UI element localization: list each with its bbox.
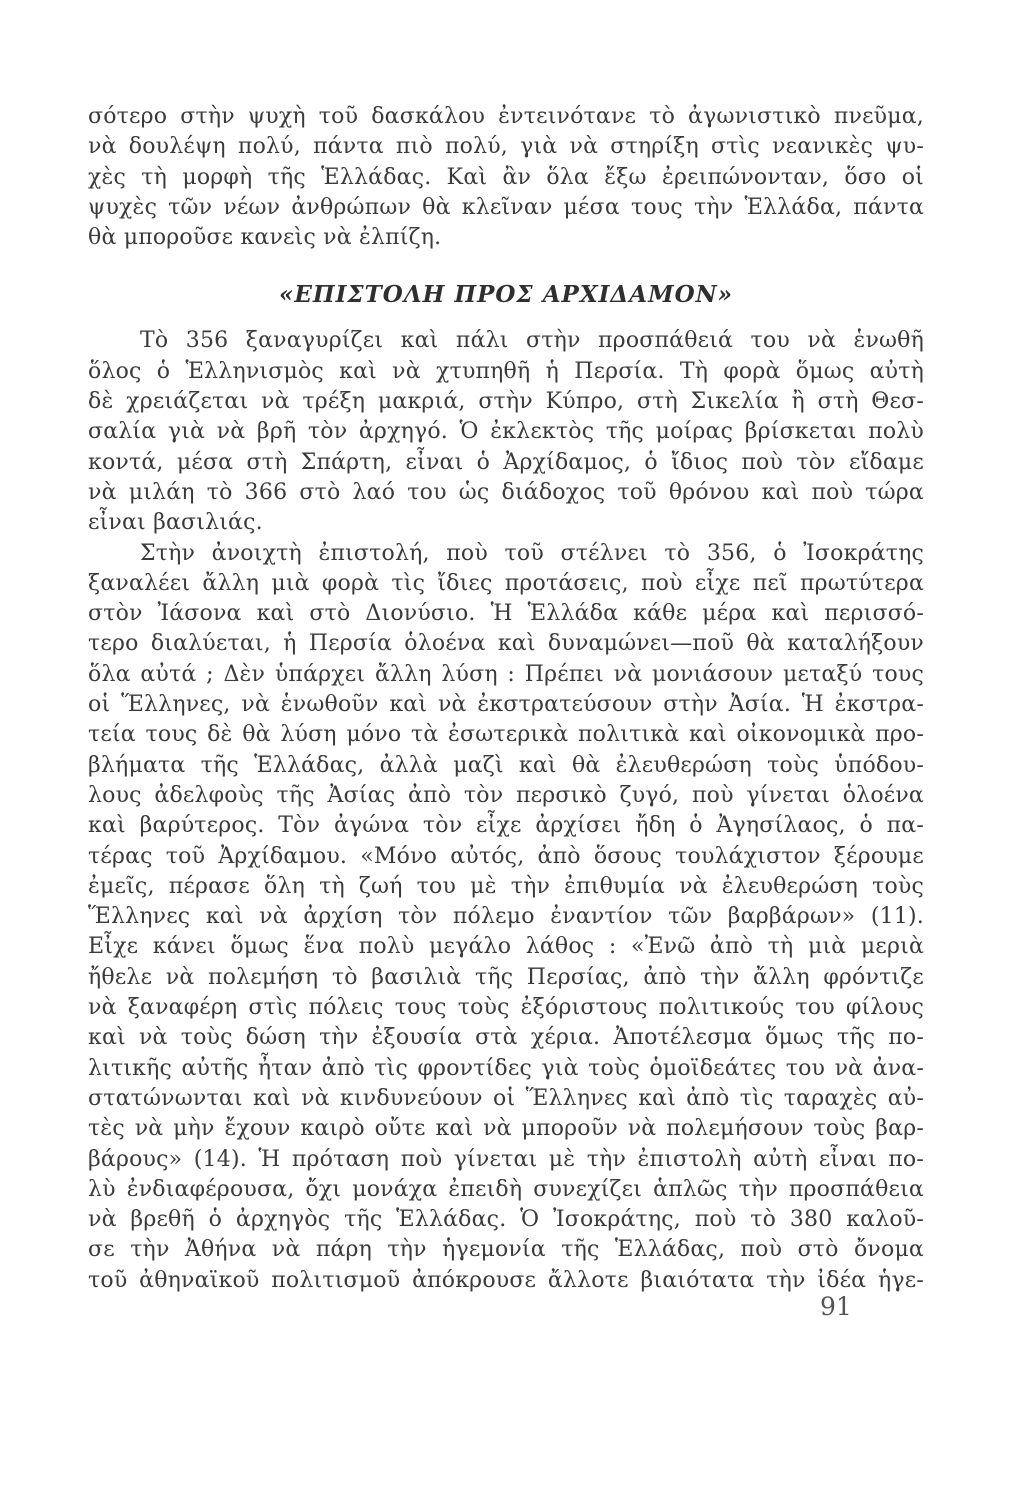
text-line: τοῦ ἀθηναϊκοῦ πολιτισμοῦ ἀπόκρουσε ἄλλοτε βιαιότατα τὴν ἰδέα ἡγε- [88,1267,924,1293]
text-line: εἶναι βασιλιάς. [88,510,263,536]
paragraph-continued [88,102,924,253]
text-line: σότερο στὴν ψυχὴ τοῦ δασκάλου ἐντεινότανε τὸ ἀγωνιστικὸ πνεῦμα, [88,104,924,129]
text-line: ὅλος ὁ Ἑλληνισμὸς καὶ νὰ χτυπηθῆ ἡ Περσία. Τὴ φορὰ ὅμως αὐτὴ [88,358,924,384]
text-line: Στὴν ἀνοιχτὴ ἐπιστολή, ποὺ τοῦ στέλνει τὸ 356, ὁ Ἰσοκράτης [140,540,924,566]
section-heading: «ΕΠΙΣΤΟΛΗ ΠΡΟΣ ΑΡΧΙΔΑΜΟΝ» [278,281,734,309]
text-line: λους ἀδελφοὺς τῆς Ἀσίας ἀπὸ τὸν περσικὸ ζυγό, ποὺ γίνεται ὁλοένα [88,782,924,808]
text-line: βάρους» (14). Ἡ πρόταση ποὺ γίνεται μὲ τὴν ἐπιστολὴ αὐτὴ εἶναι πο- [88,1146,924,1172]
text-line: τεία τους δὲ θὰ λύση μόνο τὰ ἐσωτερικὰ πολιτικὰ καὶ οἰκονομικὰ προ- [88,722,924,748]
text-line: Ἕλληνες καὶ νὰ ἀρχίση τὸν πόλεμο ἐναντίον τῶν βαρβάρων» (11). [88,904,924,930]
text-line: χὲς τὴ μορφὴ τῆς Ἑλλάδας. Καὶ ἂν ὅλα ἔξω ἐρειπώνονταν, ὅσο οἱ [88,164,924,190]
text-line: καὶ νὰ τοὺς δώση τὴν ἐξουσία στὰ χέρια. Ἀποτέλεσμα ὅμως τῆς πο- [88,1025,924,1051]
text-line: τέρας τοῦ Ἀρχίδαμου. «Μόνο αὐτός, ἀπὸ ὅσους τουλάχιστον ξέρουμε [88,843,924,869]
text-line: στὸν Ἰάσονα καὶ στὸ Διονύσιο. Ἡ Ἑλλάδα κάθε μέρα καὶ περισσό- [88,601,924,627]
text-line: ὅλα αὐτά ; Δὲν ὑπάρχει ἄλλη λύση : Πρέπει νὰ μονιάσουν μεταξύ τους [88,661,924,687]
text-line: καὶ βαρύτερος. Τὸν ἀγώνα τὸν εἶχε ἀρχίσει ἤδη ὁ Ἀγησίλαος, ὁ πα- [88,813,924,839]
text-line: θὰ μποροῦσε κανεὶς νὰ ἐλπίζη. [88,225,442,251]
text-line: νὰ μιλάη τὸ 366 στὸ λαό του ὡς διάδοχος τοῦ θρόνου καὶ ποὺ τώρα [88,479,924,505]
text-line: ψυχὲς τῶν νέων ἀνθρώπων θὰ κλεῖναν μέσα τους τὴν Ἑλλάδα, πάντα [88,194,924,220]
text-line: Εἶχε κάνει ὅμως ἕνα πολὺ μεγάλο λάθος : «Ἐνῶ ἀπὸ τὴ μιὰ μεριὰ [88,934,924,960]
paragraph-356 [88,326,924,538]
text-line: οἱ Ἕλληνες, νὰ ἑνωθοῦν καὶ νὰ ἐκστρατεύσουν στὴν Ἀσία. Ἡ ἐκστρα- [88,692,924,718]
text-line: νὰ ξαναφέρη στὶς πόλεις τους τοὺς ἐξόριστους πολιτικούς του φίλους [88,995,924,1021]
text-line: ξαναλέει ἄλλη μιὰ φορὰ τὶς ἴδιες προτάσεις, ποὺ εἶχε πεῖ πρωτύτερα [88,570,924,596]
text-line: δὲ χρειάζεται νὰ τρέξη μακριά, στὴν Κύπρο, στὴ Σικελία ἢ στὴ Θεσ- [88,389,924,415]
text-line: νὰ δουλέψη πολύ, πάντα πιὸ πολύ, γιὰ νὰ στηρίξη στὶς νεανικὲς ψυ- [88,134,924,160]
text-line: ἤθελε νὰ πολεμήση τὸ βασιλιὰ τῆς Περσίας, ἀπὸ τὴν ἄλλη φρόντιζε [88,964,924,990]
text-line: βλήματα τῆς Ἑλλάδας, ἀλλὰ μαζὶ καὶ θὰ ἐλευθερώση τοὺς ὑπόδου- [88,752,924,778]
paragraph-open-letter [88,539,924,1296]
text-line: λὺ ἐνδιαφέρουσα, ὄχι μονάχα ἐπειδὴ συνεχίζει ἁπλῶς τὴν προσπάθεια [88,1176,924,1202]
body-text [88,102,924,1296]
text-line: νὰ βρεθῆ ὁ ἀρχηγὸς τῆς Ἑλλάδας. Ὁ Ἰσοκράτης, ποὺ τὸ 380 καλοῦ- [88,1207,924,1233]
text-line: σαλία γιὰ νὰ βρῆ τὸν ἀρχηγό. Ὁ ἐκλεκτὸς τῆς μοίρας βρίσκεται πολὺ [88,419,924,445]
text-line: λιτικῆς αὐτῆς ἦταν ἀπὸ τὶς φροντίδες γιὰ τοὺς ὁμοϊδεάτες του νὰ ἀνα- [88,1055,924,1081]
text-line: ἐμεῖς, πέρασε ὅλη τὴ ζωή του μὲ τὴν ἐπιθυμία νὰ ἐλευθερώση τοὺς [88,873,924,899]
page-number: 91 [820,1292,852,1321]
text-line: Τὸ 356 ξαναγυρίζει καὶ πάλι στὴν προσπάθειά του νὰ ἑνωθῆ [140,328,924,354]
text-line: στατώνωνται καὶ νὰ κινδυνεύουν οἱ Ἕλληνες καὶ ἀπὸ τὶς ταραχὲς αὐ- [88,1085,924,1111]
text-line: τὲς νὰ μὴν ἔχουν καιρὸ οὔτε καὶ νὰ μποροῦν νὰ πολεμήσουν τοὺς βαρ- [88,1116,924,1142]
text-line: σε τὴν Ἀθήνα νὰ πάρη τὴν ἡγεμονία τῆς Ἑλλάδας, ποὺ στὸ ὄνομα [88,1237,924,1263]
text-line: κοντά, μέσα στὴ Σπάρτη, εἶναι ὁ Ἀρχίδαμος, ὁ ἴδιος ποὺ τὸν εἴδαμε [88,449,924,475]
text-line: τερο διαλύεται, ἡ Περσία ὁλοένα καὶ δυναμώνει—ποῦ θὰ καταλήξουν [88,631,924,657]
